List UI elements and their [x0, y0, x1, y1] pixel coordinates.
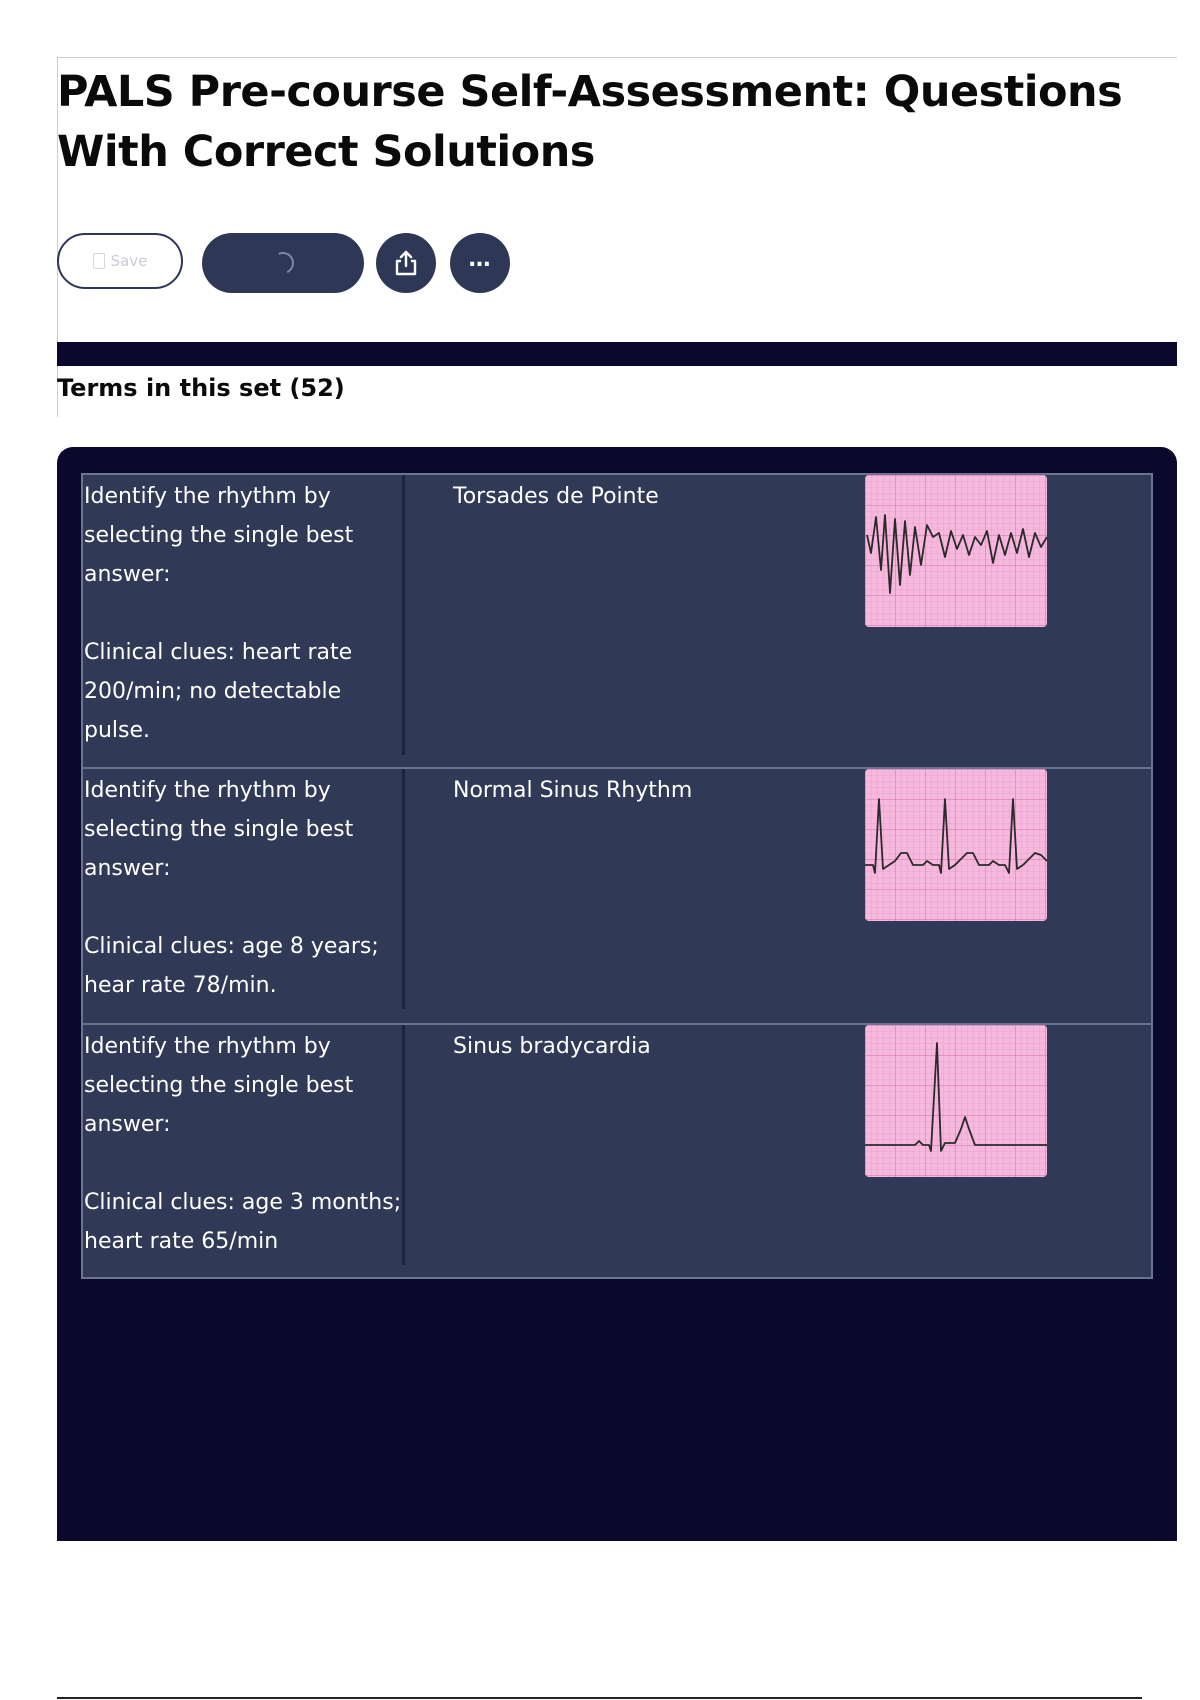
term-question-clues: Clinical clues: heart rate 200/min; no detectable pulse. — [84, 640, 353, 743]
save-button[interactable] — [57, 233, 183, 289]
share-button[interactable] — [376, 233, 436, 293]
terms-table — [81, 473, 1153, 1279]
more-horizontal-icon: … — [468, 247, 492, 272]
ecg-sinus-brady-image[interactable] — [865, 1025, 1047, 1177]
term-question-prompt: Identify the rhythm by selecting the single best answer: — [84, 778, 354, 881]
ecg-normal-sinus-image[interactable] — [865, 769, 1047, 921]
ecg-torsades-image[interactable] — [865, 475, 1047, 627]
header-top-rule — [57, 57, 1177, 58]
terms-heading: Terms in this set (52) — [57, 374, 345, 402]
bookmark-icon — [93, 253, 105, 269]
term-answer: Torsades de Pointe — [453, 484, 659, 509]
terms-panel — [57, 447, 1177, 1541]
term-answer: Normal Sinus Rhythm — [453, 778, 693, 803]
section-divider-bar — [57, 342, 1177, 366]
term-question-prompt: Identify the rhythm by selecting the single best answer: — [84, 1034, 354, 1137]
footer-rule — [57, 1697, 1142, 1699]
term-question-prompt: Identify the rhythm by selecting the single best answer: — [84, 484, 354, 587]
more-options-button[interactable] — [450, 233, 510, 293]
term-question-clues: Clinical clues: age 3 months; heart rate 65/min — [84, 1190, 402, 1254]
study-button-loading[interactable] — [202, 233, 364, 293]
term-answer: Sinus bradycardia — [453, 1034, 651, 1059]
term-question — [83, 1025, 405, 1265]
loading-spinner-icon — [269, 249, 297, 277]
term-question — [83, 769, 405, 1009]
term-row[interactable] — [83, 475, 1151, 767]
term-question — [83, 475, 405, 755]
term-question-clues: Clinical clues: age 8 years; hear rate 78/min. — [84, 934, 379, 998]
term-row[interactable] — [83, 1023, 1151, 1277]
save-button-label: Save — [110, 252, 148, 270]
page-title: PALS Pre-course Self-Assessment: Questions With Correct Solutions — [57, 67, 1123, 177]
share-icon — [393, 249, 419, 277]
term-row[interactable] — [83, 767, 1151, 1023]
